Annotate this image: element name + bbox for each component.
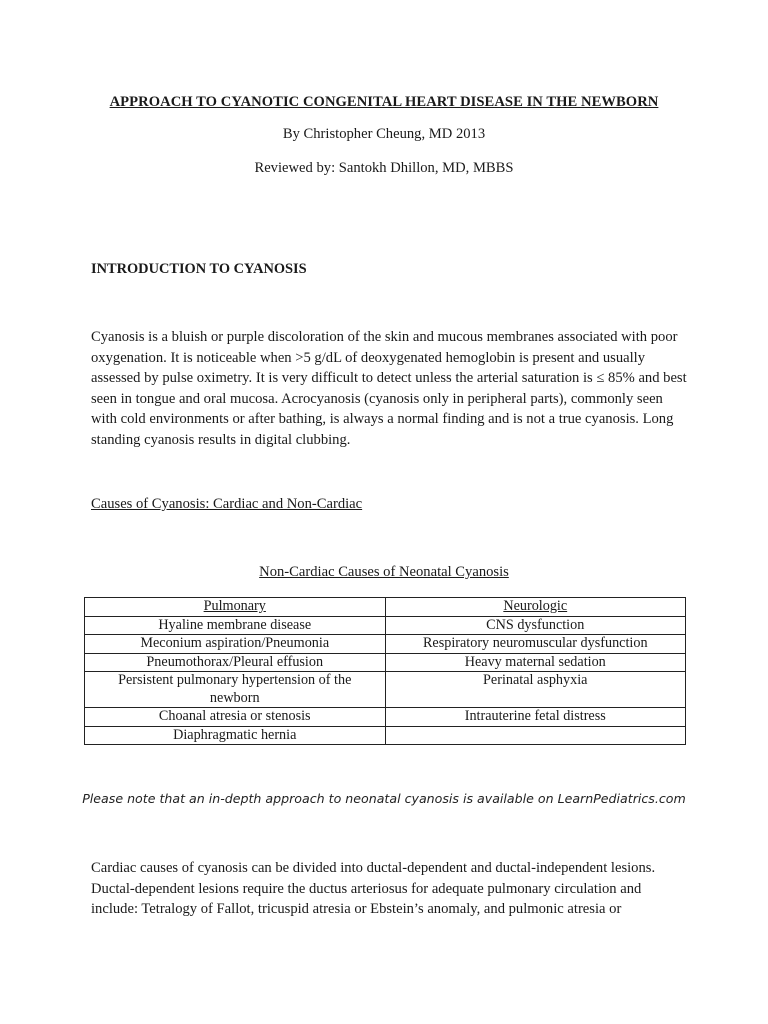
table-cell: Respiratory neuromuscular dysfunction [385, 635, 686, 654]
table-cell: Perinatal asphyxia [385, 672, 686, 708]
table-row [85, 635, 686, 654]
table-row [85, 653, 686, 672]
table-row [85, 726, 686, 745]
table-cell: Heavy maternal sedation [385, 653, 686, 672]
table-cell: Pneumothorax/Pleural effusion [85, 653, 386, 672]
table-row [85, 708, 686, 727]
table-cell: Hyaline membrane disease [85, 616, 386, 635]
author-line: By Christopher Cheung, MD 2013 [282, 126, 486, 142]
intro-paragraph: Cyanosis is a bluish or purple discoloration of the skin and mucous membranes associated with poor oxygenation. It is noticeable when >5 g/dL of deoxygenated hemoglobin is present and usually assessed by pulse oximetry. It is very difficult to detect unless the arterial saturation is ≤ 85% and best seen in tongue and oral mucosa. Acrocyanosis (cyanosis only in peripheral parts), commonly seen with cold environments or after bathing, is always a normal finding and is not a true cyanosis. Long standing cyanosis results in digital clubbing. [91, 329, 687, 448]
table-row [85, 616, 686, 635]
reviewer-line: Reviewed by: Santokh Dhillon, MD, MBBS [254, 160, 514, 176]
document-title: APPROACH TO CYANOTIC CONGENITAL HEART DISEASE IN THE NEWBORN [109, 94, 659, 110]
table-cell: Meconium aspiration/Pneumonia [85, 635, 386, 654]
table-cell: Diaphragmatic hernia [85, 726, 386, 745]
table-cell: Intrauterine fetal distress [385, 708, 686, 727]
table-caption: Non-Cardiac Causes of Neonatal Cyanosis [259, 564, 509, 580]
column-header-neurologic: Neurologic [385, 598, 686, 617]
table-cell-empty [385, 726, 686, 745]
table-row [85, 672, 686, 708]
column-header-pulmonary: Pulmonary [85, 598, 386, 617]
table-cell: CNS dysfunction [385, 616, 686, 635]
non-cardiac-causes-table [84, 597, 686, 745]
table-header-row [85, 598, 686, 617]
cardiac-causes-paragraph: Cardiac causes of cyanosis can be divided into ductal-dependent and ductal-independent lesions. Ductal-dependent lesions require the ductus arteriosus for adequate pulmonary circulation and include: Tetralogy of Fallot, tricuspid atresia or Ebstein’s anomaly, and pulmonic atresia or [91, 860, 656, 917]
section-heading-introduction: INTRODUCTION TO CYANOSIS [91, 261, 307, 277]
learnpediatrics-note: Please note that an in-depth approach to neonatal cyanosis is available on LearnPediatrics.com [82, 791, 686, 806]
table-cell: Choanal atresia or stenosis [85, 708, 386, 727]
table-cell: Persistent pulmonary hypertension of the newborn [85, 672, 386, 708]
causes-subheading: Causes of Cyanosis: Cardiac and Non-Cardiac [91, 496, 363, 512]
